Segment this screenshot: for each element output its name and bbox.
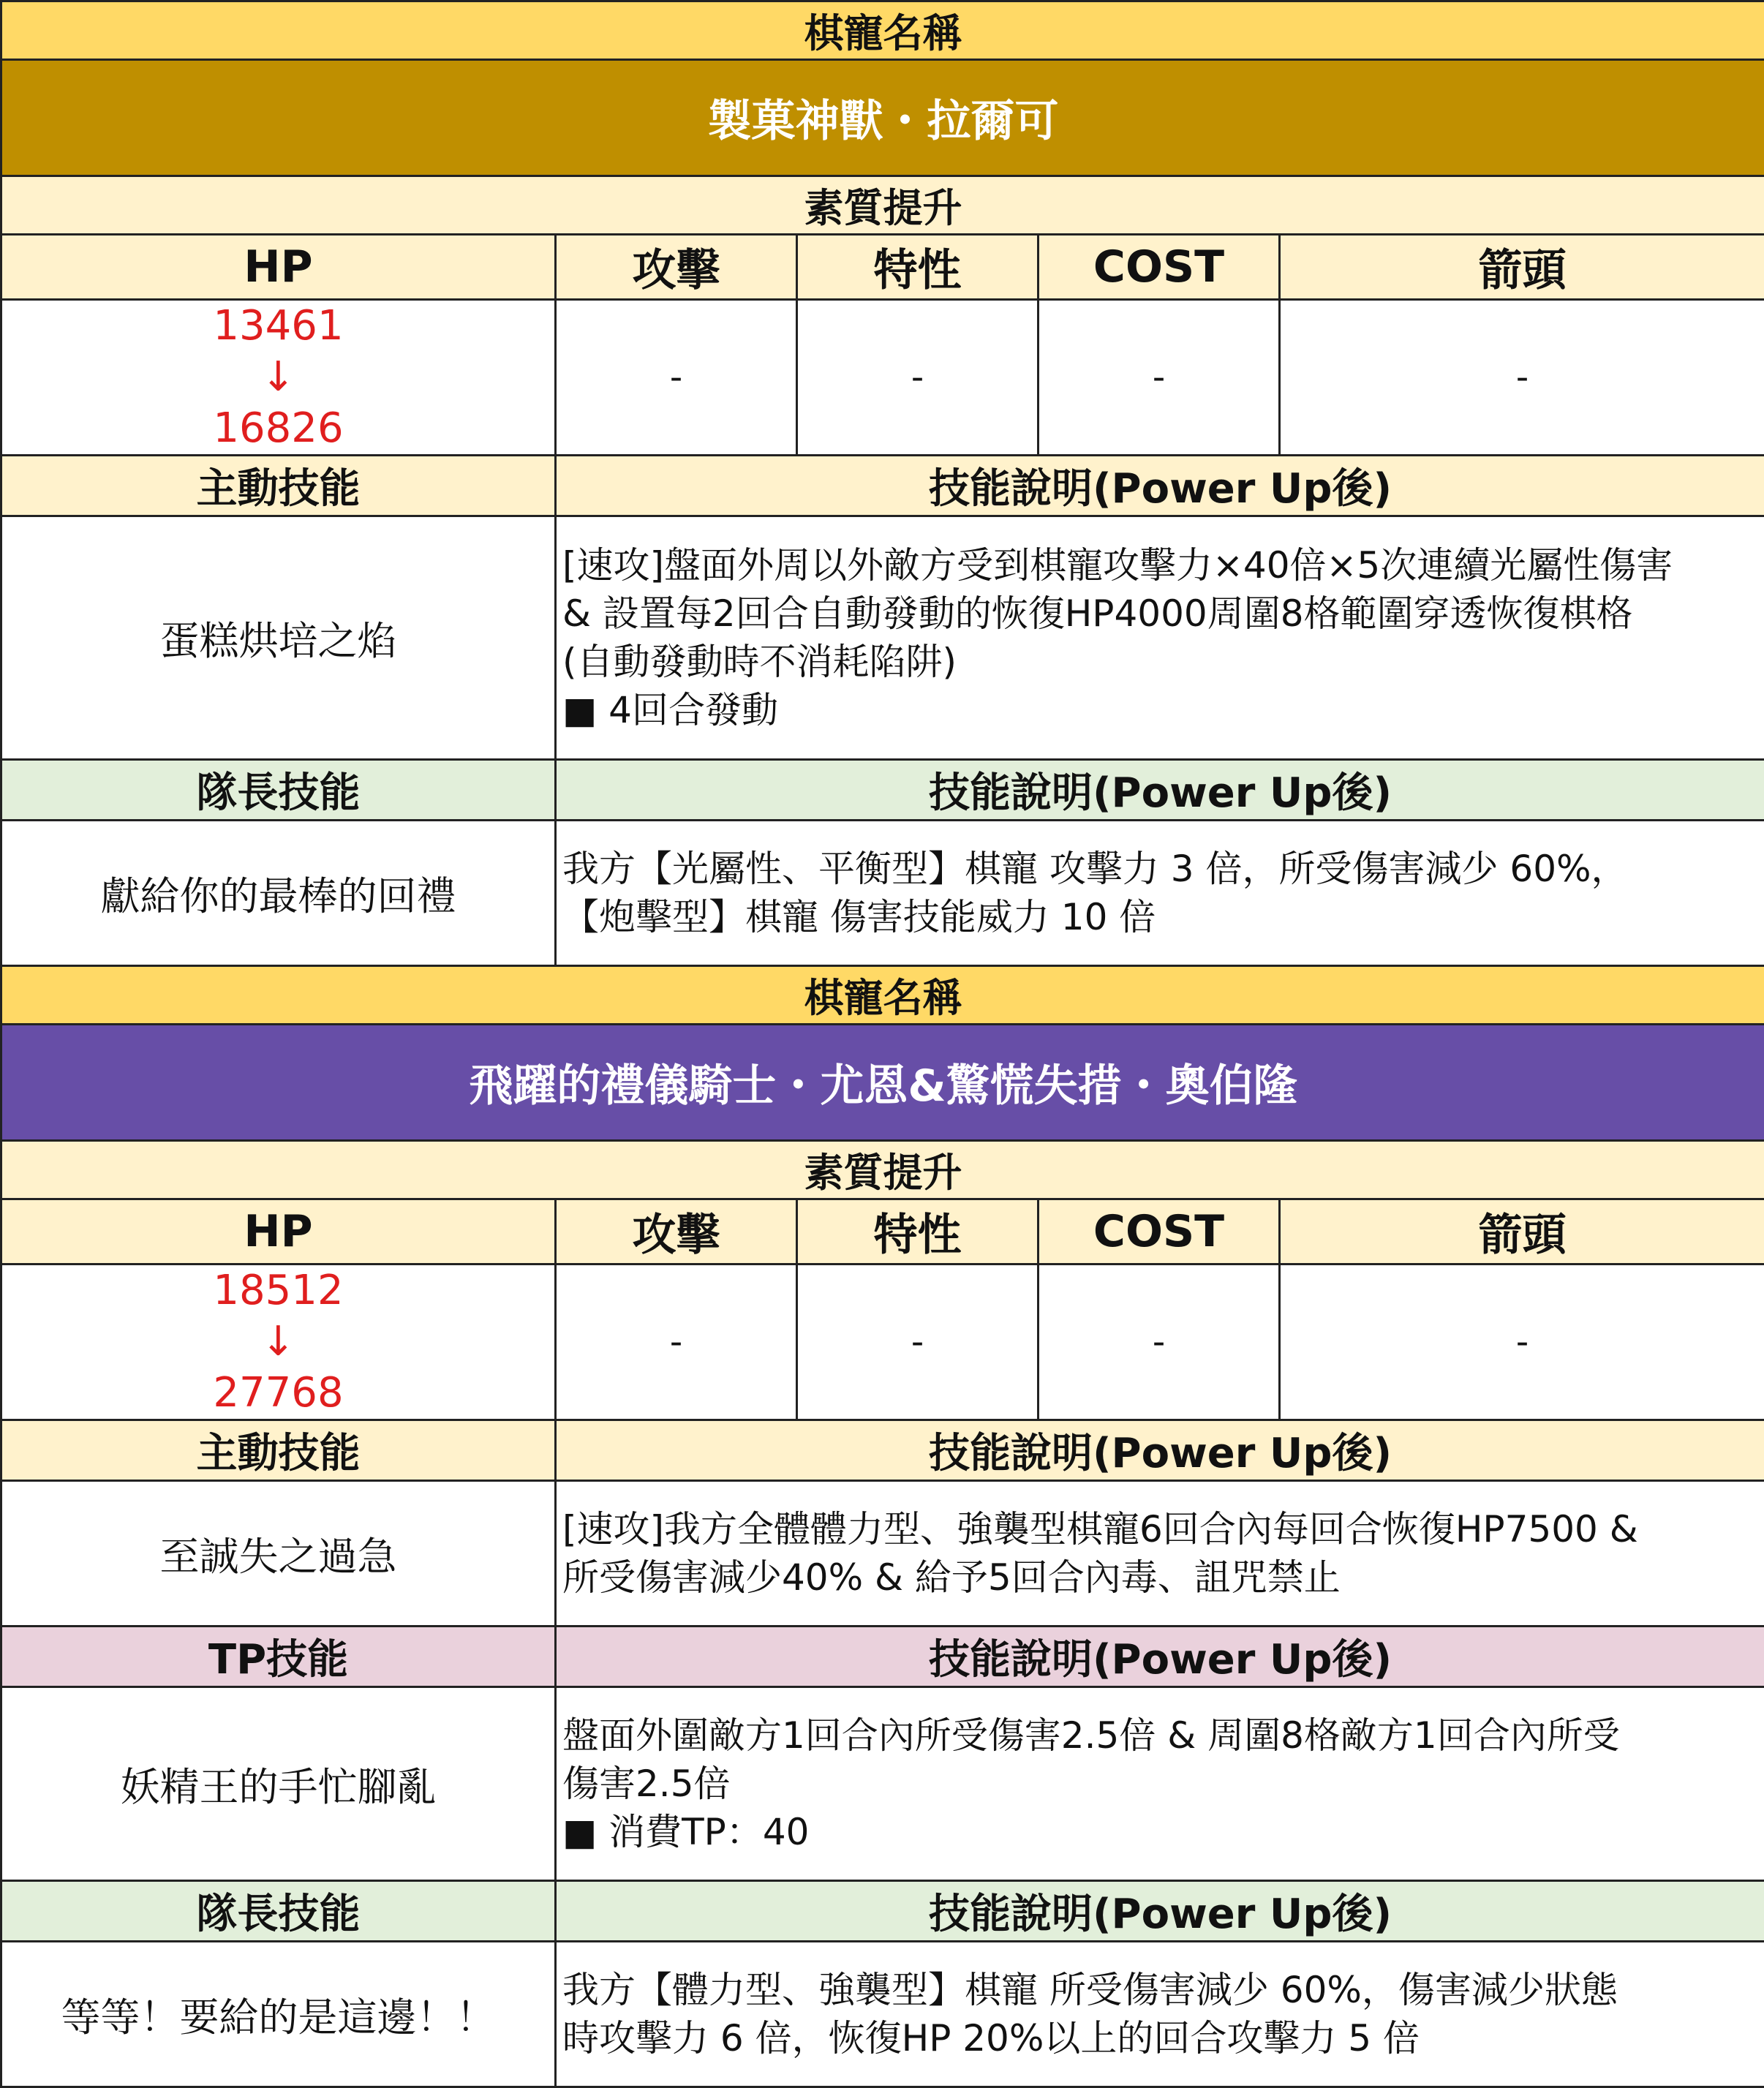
skill-body-row — [1, 516, 1764, 760]
skill-name: 獻給你的最棒的回禮 — [1, 821, 556, 966]
pet-banner-row — [1, 1025, 1764, 1141]
skill-description — [556, 1481, 1764, 1627]
stat-column-header: 箭頭 — [1280, 235, 1764, 300]
stat-value-row — [1, 300, 1764, 456]
skill-name: 妖精王的手忙腳亂 — [1, 1687, 556, 1881]
stat-column-header: 箭頭 — [1280, 1199, 1764, 1265]
stat-column-header: COST — [1039, 1199, 1280, 1265]
pet-name-header: 棋寵名稱 — [1, 966, 1764, 1025]
stat-value-cell: - — [797, 1265, 1039, 1420]
skill-desc-header: 技能說明(Power Up後) — [556, 760, 1764, 821]
skill-description-line: ■ 4回合發動 — [562, 686, 1758, 734]
hp-before-value: 13461 — [2, 301, 554, 352]
stat-column-header-row — [1, 235, 1764, 300]
skill-type-label: TP技能 — [1, 1627, 556, 1687]
stat-column-header: COST — [1039, 235, 1280, 300]
stat-upgrade-row — [1, 1141, 1764, 1199]
hp-arrow-icon: ↓ — [2, 352, 554, 403]
stat-column-header: 攻擊 — [556, 235, 797, 300]
skill-name: 至誠失之過急 — [1, 1481, 556, 1627]
stat-column-header: 特性 — [797, 1199, 1039, 1265]
stat-value-cell: - — [556, 1265, 797, 1420]
hp-upgrade-cell — [1, 300, 556, 456]
stat-column-header: 攻擊 — [556, 1199, 797, 1265]
skill-header-row — [1, 1881, 1764, 1942]
stat-value-cell: - — [1280, 1265, 1764, 1420]
skill-description-line: ■ 消費TP：40 — [562, 1808, 1758, 1856]
skill-body-row — [1, 821, 1764, 966]
skill-description-line: & 設置每2回合自動發動的恢復HP4000周圍8格範圍穿透恢復棋格 — [562, 589, 1758, 638]
stat-column-header-row — [1, 1199, 1764, 1265]
skill-name: 蛋糕烘培之焰 — [1, 516, 556, 760]
skill-description-line: 我方【光屬性、平衡型】棋寵 攻擊力 3 倍，所受傷害減少 60%， — [562, 845, 1758, 893]
skill-description-line: 【炮擊型】棋寵 傷害技能威力 10 倍 — [562, 893, 1758, 941]
skill-description-line: 我方【體力型、強襲型】棋寵 所受傷害減少 60%，傷害減少狀態 — [562, 1966, 1758, 2014]
stat-value-cell: - — [556, 300, 797, 456]
skill-desc-header: 技能說明(Power Up後) — [556, 1881, 1764, 1942]
skill-description — [556, 1687, 1764, 1881]
skill-type-label: 主動技能 — [1, 1420, 556, 1481]
skill-type-label: 隊長技能 — [1, 1881, 556, 1942]
hp-upgrade-cell — [1, 1265, 556, 1420]
stat-column-header: 特性 — [797, 235, 1039, 300]
stat-value-cell: - — [1280, 300, 1764, 456]
stat-value-cell: - — [797, 300, 1039, 456]
hp-after-value: 27768 — [2, 1368, 554, 1419]
hp-before-value: 18512 — [2, 1265, 554, 1316]
skill-header-row — [1, 760, 1764, 821]
skill-description-line: 傷害2.5倍 — [562, 1760, 1758, 1808]
skill-desc-header: 技能說明(Power Up後) — [556, 456, 1764, 516]
pet-name-banner: 製菓神獸・拉爾可 — [1, 60, 1764, 176]
skill-header-row — [1, 1627, 1764, 1687]
hp-after-value: 16826 — [2, 403, 554, 454]
skill-name: 等等！要給的是這邊！！ — [1, 1942, 556, 2087]
skill-description — [556, 516, 1764, 760]
skill-description-line: 盤面外圍敵方1回合內所受傷害2.5倍 & 周圍8格敵方1回合內所受 — [562, 1711, 1758, 1760]
skill-type-label: 主動技能 — [1, 456, 556, 516]
stat-column-header: HP — [1, 1199, 556, 1265]
skill-description-line: 所受傷害減少40% & 給予5回合內毒、詛咒禁止 — [562, 1553, 1758, 1602]
stat-value-cell: - — [1039, 300, 1280, 456]
stat-upgrade-row — [1, 176, 1764, 235]
skill-desc-header: 技能說明(Power Up後) — [556, 1627, 1764, 1687]
skill-description-line: [速攻]我方全體體力型、強襲型棋寵6回合內每回合恢復HP7500 & — [562, 1505, 1758, 1553]
skill-header-row — [1, 456, 1764, 516]
stat-upgrade-header: 素質提升 — [1, 1141, 1764, 1199]
skill-desc-header: 技能說明(Power Up後) — [556, 1420, 1764, 1481]
hp-arrow-icon: ↓ — [2, 1316, 554, 1368]
stat-value-cell: - — [1039, 1265, 1280, 1420]
pet-banner-row — [1, 60, 1764, 176]
skill-description — [556, 821, 1764, 966]
skill-type-label: 隊長技能 — [1, 760, 556, 821]
stat-column-header: HP — [1, 235, 556, 300]
skill-header-row — [1, 1420, 1764, 1481]
skill-body-row — [1, 1481, 1764, 1627]
stat-upgrade-header: 素質提升 — [1, 176, 1764, 235]
pet-header-row — [1, 966, 1764, 1025]
skill-description-line: [速攻]盤面外周以外敵方受到棋寵攻擊力×40倍×5次連續光屬性傷害 — [562, 541, 1758, 589]
skill-body-row — [1, 1687, 1764, 1881]
skill-description — [556, 1942, 1764, 2087]
skill-description-line: 時攻擊力 6 倍，恢復HP 20%以上的回合攻擊力 5 倍 — [562, 2014, 1758, 2062]
pet-name-header: 棋寵名稱 — [1, 1, 1764, 60]
pet-name-banner: 飛躍的禮儀騎士・尤恩&驚慌失措・奧伯隆 — [1, 1025, 1764, 1141]
skill-description-line: (自動發動時不消耗陷阱) — [562, 638, 1758, 686]
pet-header-row — [1, 1, 1764, 60]
skill-body-row — [1, 1942, 1764, 2087]
stat-value-row — [1, 1265, 1764, 1420]
